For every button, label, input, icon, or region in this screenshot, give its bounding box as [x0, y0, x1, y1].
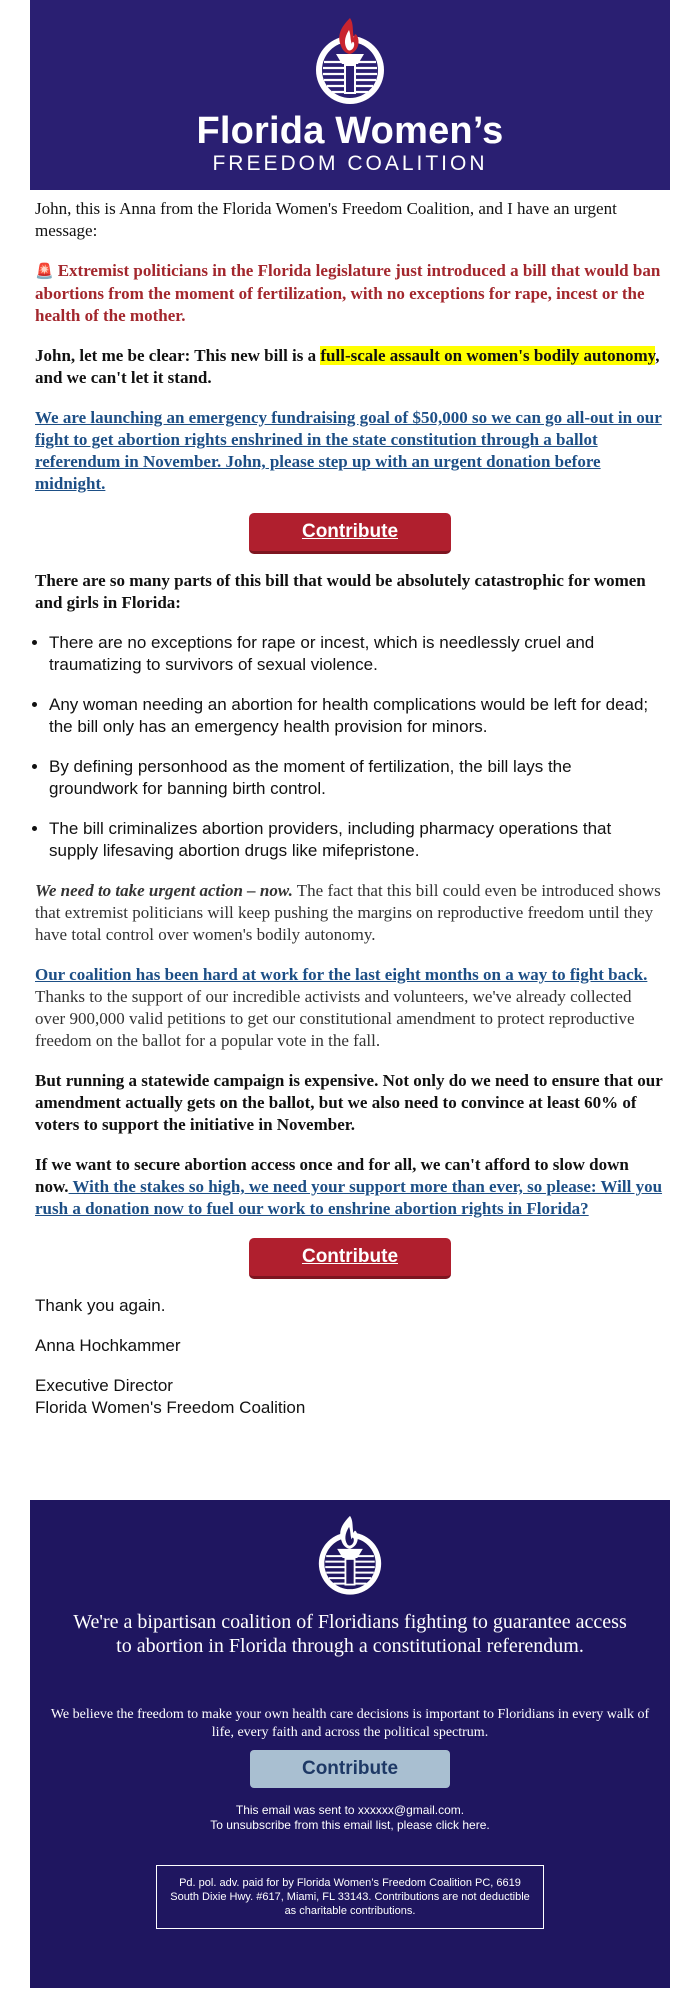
clear-text-pre: John, let me be clear: This new bill is a [35, 346, 321, 365]
coalition-link[interactable]: Our coalition has been hard at work for the last eight months on a way to fight back. [35, 965, 648, 984]
donation-goal-link[interactable]: We are launching an emergency fundraising goal of $50,000 so we can go all-out in our fight to get abortion rights enshrined in the state constitution through a ballot referendum in November. John, please step up with an urgent donation before midnight. [35, 408, 662, 493]
alert-text: Extremist politicians in the Florida legislature just introduced a bill that would ban abortions from the moment of fertilization, with no exceptions for rape, incest or the health of the mother. [35, 261, 661, 325]
brand-subtitle: FREEDOM COALITION [212, 152, 488, 175]
footer-email-info [30, 1803, 670, 1833]
unsubscribe-link[interactable]: To unsubscribe from this email list, please click here. [210, 1818, 490, 1832]
torch-logo-icon [30, 1514, 670, 1602]
urgent-text: The fact that this bill could even be introduced shows that extremist politicians will keep pushing the margins on reproductive freedom until they have total control over women's bodily autonomy. [35, 881, 661, 944]
list-item: • Any woman needing an abortion for health complications would be left for dead; the bill only has an emergency health provision for minors. [49, 694, 665, 738]
brand-name: Florida Women’s [196, 110, 504, 152]
catastrophic-paragraph: There are so many parts of this bill that would be absolutely catastrophic for women and girls in Florida: [35, 571, 646, 612]
footer-contribute-row [30, 1750, 670, 1788]
bill-issues-list [35, 632, 665, 862]
footer-tagline: We're a bipartisan coalition of Floridians fighting to guarantee access to abortion in Florida through a constitutional referendum. [73, 1611, 627, 1657]
urgent-lead: We need to take urgent action – now. [35, 881, 293, 900]
signer-title: Executive Director [35, 1376, 173, 1395]
list-item: • There are no exceptions for rape or incest, which is needlessly cruel and traumatizing to survivors of sexual violence. [49, 632, 665, 676]
coalition-text: Thanks to the support of our incredible activists and volunteers, we've already collected over 900,000 valid petitions to get our constitutional amendment to protect reproductive freedom on the ballot for a popular vote in the fall. [35, 987, 635, 1050]
expensive-paragraph: But running a statewide campaign is expensive. Not only do we need to ensure that our amendment actually gets on the ballot, but we also need to convince at least 60% of voters to support the initiative in November. [35, 1071, 663, 1134]
contribute-button-row-2 [35, 1238, 665, 1279]
coalition-paragraph [35, 964, 665, 1052]
footer-believe-text: We believe the freedom to make your own health care decisions is important to Floridians in every walk of life, every faith and across the political spectrum. [50, 1707, 650, 1740]
alert-paragraph [35, 260, 665, 327]
clear-paragraph [35, 345, 665, 389]
clear-text-post: , and we can't let it stand. [35, 346, 660, 387]
list-item: • The bill criminalizes abortion providers, including pharmacy operations that supply lifesaving abortion drugs like mifepristone. [49, 818, 665, 862]
secure-lead: If we want to secure abortion access once and for all, we can't afford to slow down now. [35, 1155, 629, 1196]
list-item: • By defining personhood as the moment of fertilization, the bill lays the groundwork for banning birth control. [49, 756, 665, 800]
contribute-button[interactable]: Contribute [249, 1238, 451, 1279]
footer-contribute-button[interactable]: Contribute [250, 1750, 450, 1788]
torch-logo-icon [30, 16, 670, 112]
thanks-text: Thank you again. [35, 1296, 166, 1315]
intro-paragraph: John, this is Anna from the Florida Women's Freedom Coalition, and I have an urgent message: [35, 199, 617, 240]
goal-paragraph [35, 407, 665, 495]
paid-for-disclaimer: Pd. pol. adv. paid for by Florida Women’s Freedom Coalition PC, 6619 South Dixie Hwy. #617, Miami, FL 33143. Contributions are not deductible as charitable contributions. [156, 1865, 544, 1929]
header-banner [30, 0, 670, 190]
signer-name: Anna Hochkammer [35, 1336, 181, 1355]
secure-paragraph [35, 1154, 665, 1220]
contribute-button-row-1 [35, 513, 665, 554]
email-body [35, 198, 665, 1437]
contribute-button[interactable]: Contribute [249, 513, 451, 554]
donate-now-link[interactable]: With the stakes so high, we need your support more than ever, so please: Will you rush a donation now to fuel our work to enshrine abortion rights in Florida? [35, 1177, 663, 1218]
footer [30, 1500, 670, 1988]
urgent-paragraph [35, 880, 665, 946]
siren-icon: 🚨 [35, 264, 54, 280]
highlighted-text: full-scale assault on women's bodily autonomy [320, 346, 656, 365]
signer-org: Florida Women's Freedom Coalition [35, 1398, 306, 1417]
sent-to-text: This email was sent to xxxxxx@gmail.com. [235, 1803, 465, 1817]
